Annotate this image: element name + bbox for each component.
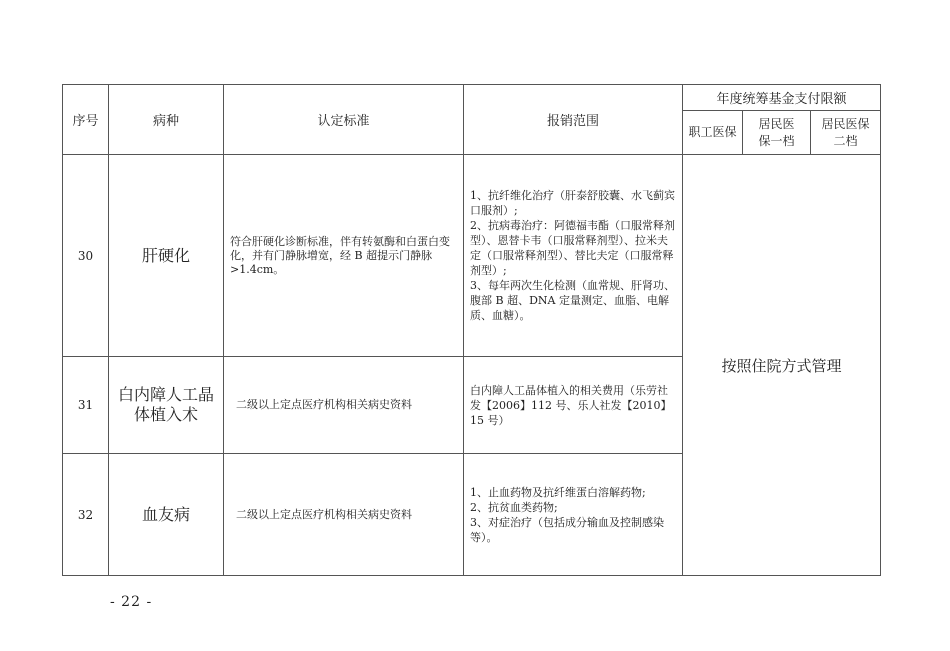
row-disease: 肝硬化 xyxy=(109,155,224,357)
page-number: - 22 - xyxy=(110,594,153,610)
scope-line: 3、对症治疗（包括成分输血及控制感染等）。 xyxy=(470,515,664,544)
header-seq: 序号 xyxy=(63,85,109,155)
row-disease: 白内障人工晶体植入术 xyxy=(109,357,224,454)
header-resident-tier-two: 居民医保二档 xyxy=(811,111,881,155)
row-scope xyxy=(464,155,683,357)
scope-line: 白内障人工晶体植入的相关费用（乐劳社发【2006】112 号、乐人社发【2010】15 号） xyxy=(470,383,672,427)
merged-limit-cell: 按照住院方式管理 xyxy=(683,155,881,576)
table-row xyxy=(63,155,881,357)
header-scope: 报销范围 xyxy=(464,85,683,155)
row-criteria: 二级以上定点医疗机构相关病史资料 xyxy=(224,357,464,454)
header-annual-limit: 年度统筹基金支付限额 xyxy=(683,85,881,111)
scope-line: 2、抗贫血类药物; xyxy=(470,500,558,514)
scope-line: 1、止血药物及抗纤维蛋白溶解药物; xyxy=(470,485,646,499)
row-seq: 31 xyxy=(63,357,109,454)
scope-line: 2、抗病毒治疗：阿德福韦酯（口服常释剂型）、恩替卡韦（口服常释剂型）、拉米夫定（口服常释剂型）、替比夫定（口服常释剂型）; xyxy=(470,219,675,277)
header-resident-tier-one: 居民医保一档 xyxy=(743,111,811,155)
row-scope xyxy=(464,357,683,454)
reimbursement-table xyxy=(62,84,881,576)
row-criteria: 二级以上定点医疗机构相关病史资料 xyxy=(224,454,464,576)
row-disease: 血友病 xyxy=(109,454,224,576)
header-employee-insurance: 职工医保 xyxy=(683,111,743,155)
header-criteria: 认定标准 xyxy=(224,85,464,155)
row-criteria: 符合肝硬化诊断标准，伴有转氨酶和白蛋白变化，并有门静脉增宽，经 B 超提示门静脉>1.4cm。 xyxy=(224,155,464,357)
scope-line: 3、每年两次生化检测（血常规、肝肾功、腹部 B 超、DNA 定量测定、血脂、电解质、血糖）。 xyxy=(470,279,675,322)
row-scope xyxy=(464,454,683,576)
row-seq: 32 xyxy=(63,454,109,576)
row-seq: 30 xyxy=(63,155,109,357)
scope-line: 1、抗纤维化治疗（肝泰舒胶囊、水飞蓟宾口服剂）; xyxy=(470,189,675,217)
header-disease: 病种 xyxy=(109,85,224,155)
